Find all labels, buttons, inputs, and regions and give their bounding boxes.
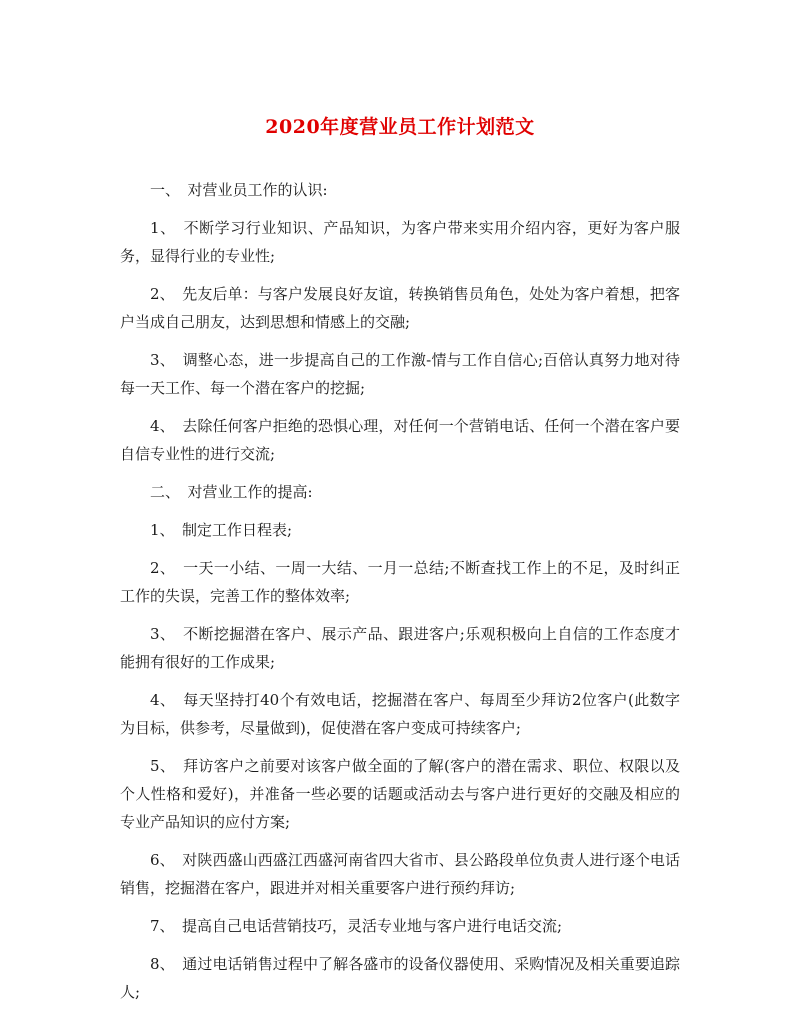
paragraph-item: 1、 制定工作日程表; bbox=[150, 521, 293, 539]
paragraph-item: 4、 去除任何客户拒绝的恐惧心理，对任何一个营销电话、任何一个潜在客户要自信专业性的进行交流; bbox=[120, 417, 680, 463]
paragraph-item: 4、 每天坚持打40个有效电话，挖掘潜在客户、每周至少拜访2位客户(此数字为目标，供参考，尽量做到)，促使潜在客户变成可持续客户; bbox=[120, 691, 680, 737]
paragraph-item: 2、 先友后单：与客户发展良好友谊，转换销售员角色，处处为客户着想，把客户当成自己朋友，达到思想和情感上的交融; bbox=[120, 285, 680, 331]
section-heading-2: 二、 对营业工作的提高: bbox=[150, 483, 313, 501]
document-title: 2020年度营业员工作计划范文 bbox=[265, 116, 535, 138]
paragraph-item: 2、 一天一小结、一周一大结、一月一总结;不断查找工作上的不足，及时纠正工作的失误，完善工作的整体效率; bbox=[120, 559, 680, 605]
paragraph-item: 6、 对陕西盛山西盛江西盛河南省四大省市、县公路段单位负责人进行逐个电话销售，挖掘潜在客户，跟进并对相关重要客户进行预约拜访; bbox=[120, 851, 680, 897]
paragraph-item: 5、 拜访客户之前要对该客户做全面的了解(客户的潜在需求、职位、权限以及个人性格和爱好)，并准备一些必要的话题或活动去与客户进行更好的交融及相应的专业产品知识的应付方案; bbox=[120, 757, 680, 831]
paragraph-item: 3、 调整心态，进一步提高自己的工作激-情与工作自信心;百倍认真努力地对待每一天工作、每一个潜在客户的挖掘; bbox=[120, 351, 680, 397]
paragraph-item: 1、 不断学习行业知识、产品知识，为客户带来实用介绍内容，更好为客户服务，显得行业的专业性; bbox=[120, 219, 680, 265]
section-heading-1: 一、 对营业员工作的认识: bbox=[150, 181, 328, 199]
paragraph-item: 8、 通过电话销售过程中了解各盛市的设备仪器使用、采购情况及相关重要追踪人; bbox=[120, 955, 680, 1001]
paragraph-item: 7、 提高自己电话营销技巧，灵活专业地与客户进行电话交流; bbox=[150, 917, 563, 935]
document-body bbox=[120, 176, 680, 1016]
paragraph-item: 3、 不断挖掘潜在客户、展示产品、跟进客户;乐观积极向上自信的工作态度才能拥有很好的工作成果; bbox=[120, 625, 680, 671]
